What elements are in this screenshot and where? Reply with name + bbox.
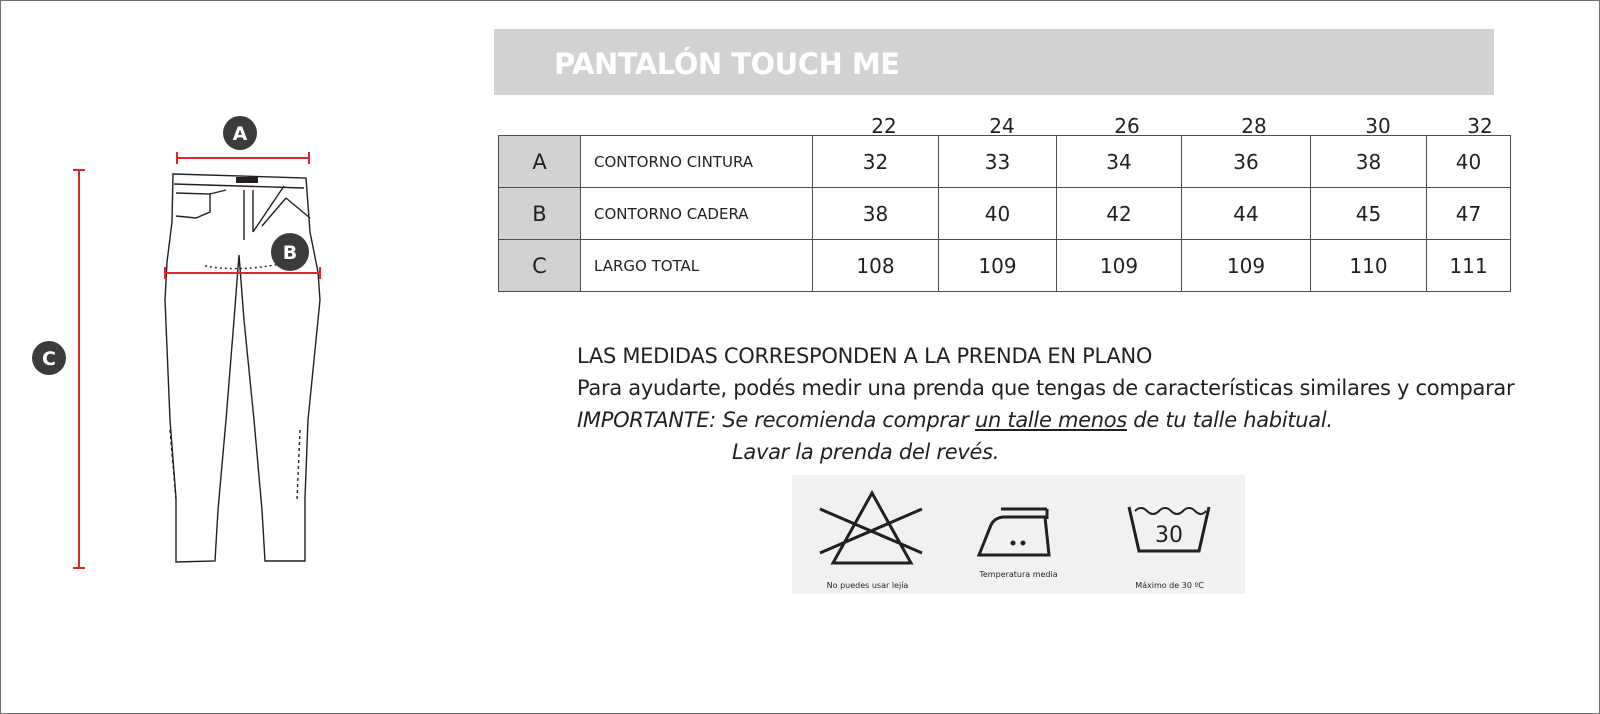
table-cell: 111 [1427, 240, 1511, 292]
table-cell: 33 [939, 136, 1057, 188]
row-letter: C [499, 240, 581, 292]
care-item-iron [943, 475, 1094, 594]
table-row [499, 136, 1511, 188]
title-bar [494, 29, 1494, 95]
table-cell: 38 [1311, 136, 1427, 188]
note-wash-text: Lavar la prenda del revés. [732, 440, 1000, 464]
table-cell: 34 [1057, 136, 1182, 188]
note-help: Para ayudarte, podés medir una prenda que tengas de características similares y comparar [577, 376, 1515, 400]
care-label: Máximo de 30 ºC [1135, 581, 1204, 590]
table-cell: 45 [1311, 188, 1427, 240]
size-header: 26 [1114, 114, 1140, 138]
note-important-suffix: de tu talle habitual. [1126, 408, 1333, 432]
table-cell: 32 [813, 136, 939, 188]
table-cell: 40 [939, 188, 1057, 240]
table-cell: 109 [1057, 240, 1182, 292]
care-item-bleach [792, 475, 943, 594]
svg-text:B: B [282, 242, 298, 264]
brand-label [236, 177, 258, 183]
size-table [498, 135, 1511, 292]
badge-c [32, 341, 66, 375]
row-measure: CONTORNO CINTURA [581, 136, 813, 188]
care-item-wash [1094, 475, 1245, 594]
pants-illustration [0, 0, 340, 714]
pants-outline [165, 174, 320, 562]
row-measure: LARGO TOTAL [581, 240, 813, 292]
measure-line-c [73, 170, 85, 568]
care-panel [792, 475, 1245, 594]
table-cell: 109 [1182, 240, 1311, 292]
table-row [499, 188, 1511, 240]
product-title: PANTALÓN TOUCH ME [554, 47, 900, 81]
care-label: No puedes usar lejía [826, 581, 909, 590]
table-cell: 36 [1182, 136, 1311, 188]
svg-text:A: A [232, 123, 248, 145]
row-measure: CONTORNO CADERA [581, 188, 813, 240]
table-cell: 44 [1182, 188, 1311, 240]
note-important-underlined: un talle menos [974, 408, 1127, 432]
table-cell: 47 [1427, 188, 1511, 240]
table-cell: 109 [939, 240, 1057, 292]
size-header: 22 [871, 114, 897, 138]
svg-text:30: 30 [1155, 523, 1183, 548]
note-wash [732, 440, 999, 464]
table-row [499, 240, 1511, 292]
table-cell: 110 [1311, 240, 1427, 292]
size-header: 32 [1467, 114, 1493, 138]
iron-medium-icon [943, 475, 1094, 565]
table-cell: 42 [1057, 188, 1182, 240]
size-header: 28 [1241, 114, 1267, 138]
no-bleach-icon [792, 475, 943, 565]
care-label: Temperatura media [979, 570, 1058, 579]
table-cell: 38 [813, 188, 939, 240]
badge-a [223, 116, 257, 150]
note-important-prefix: IMPORTANTE: Se recomienda comprar [577, 408, 975, 432]
size-header: 30 [1365, 114, 1391, 138]
measure-line-a [177, 152, 309, 164]
table-cell: 40 [1427, 136, 1511, 188]
row-letter: B [499, 188, 581, 240]
row-letter: A [499, 136, 581, 188]
svg-text:C: C [42, 348, 56, 370]
wash-30-icon [1094, 475, 1245, 565]
badge-b [271, 233, 309, 271]
table-cell: 108 [813, 240, 939, 292]
note-important [577, 408, 1333, 432]
size-header: 24 [989, 114, 1015, 138]
note-measurements: LAS MEDIDAS CORRESPONDEN A LA PRENDA EN PLANO [577, 344, 1153, 368]
